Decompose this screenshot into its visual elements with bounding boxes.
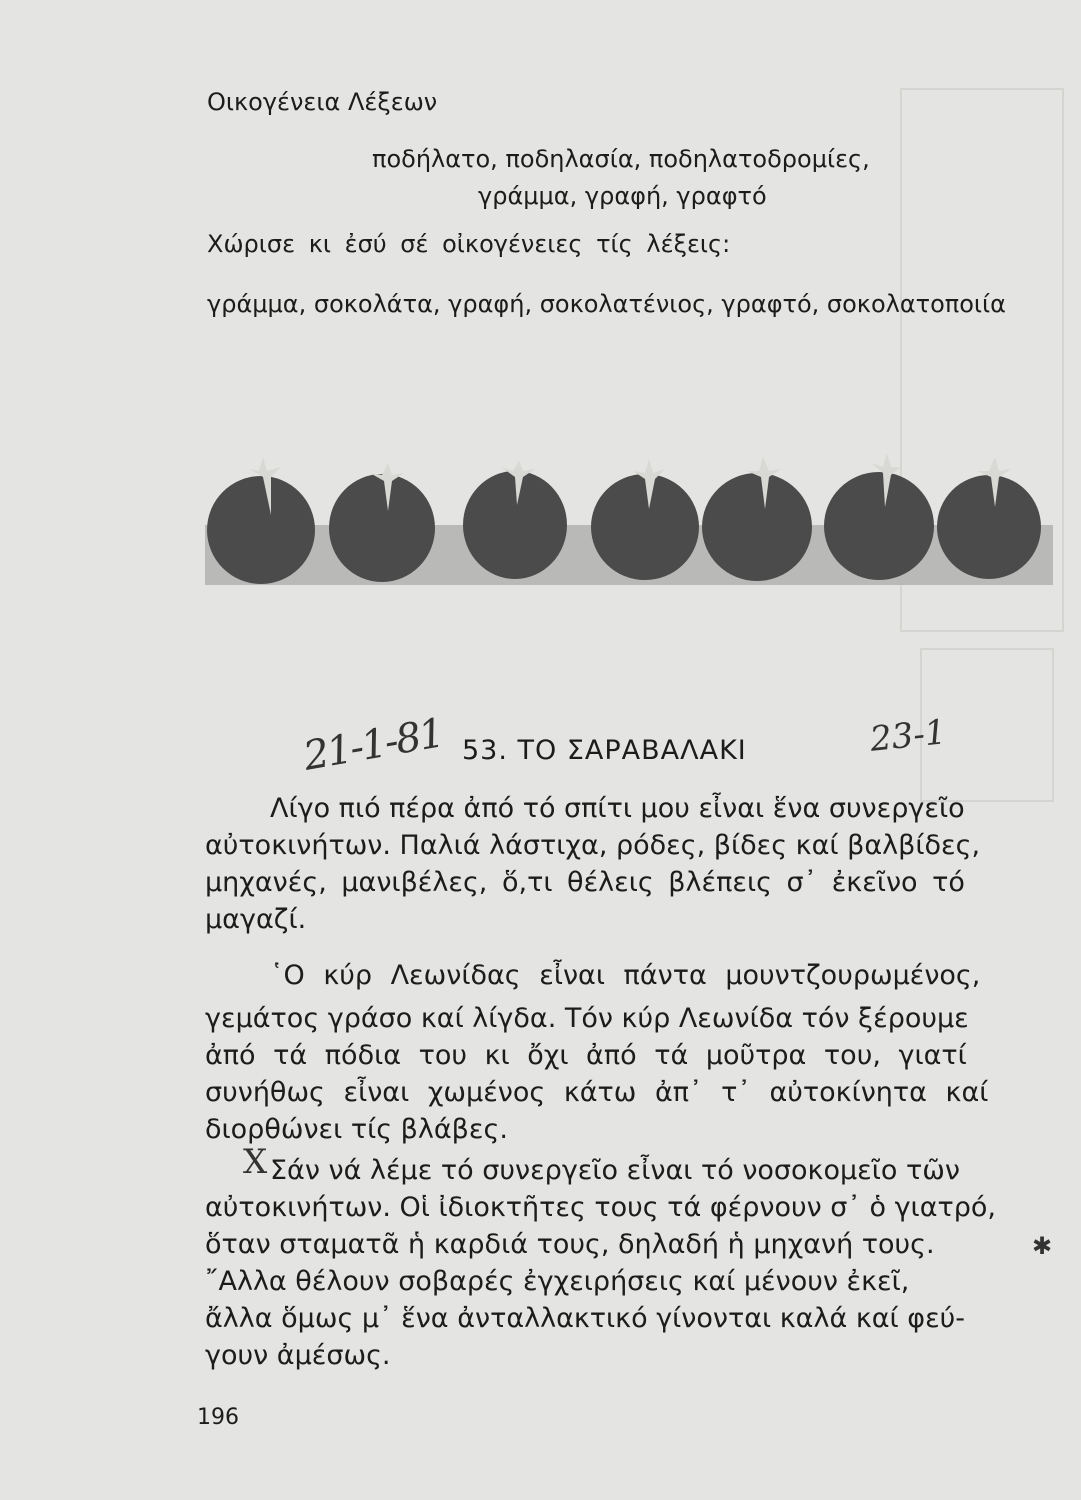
page-number: 196 (197, 1405, 239, 1430)
family-example-line-2: γράμμα, γραφή, γραφτό (478, 182, 767, 210)
body-line: Λίγο πιό πέρα ἀπό τό σπίτι μου εἶναι ἕνα συνεργεῖο (270, 793, 965, 824)
handwritten-x-mark: X (243, 1142, 268, 1182)
handwritten-date-right: 23-1 (868, 712, 949, 760)
body-line: αὐτοκινήτων. Παλιά λάστιχα, ρόδες, βίδες καί βαλβίδες, (205, 830, 981, 861)
body-line: Σάν νά λέμε τό συνεργεῖο εἶναι τό νοσοκομεῖο τῶν (270, 1155, 960, 1186)
tomato-row-illustration (205, 455, 1053, 595)
body-line: ῾Ο κύρ Λεωνίδας εἶναι πάντα μουντζουρωμένος, (270, 960, 981, 991)
body-line: ῎Αλλα θέλουν σοβαρές ἐγχειρήσεις καί μένουν ἐκεῖ, (205, 1266, 910, 1297)
body-line: συνήθως εἶναι χωμένος κάτω ἀπ᾿ τ᾿ αὐτοκίνητα καί (205, 1077, 989, 1108)
body-line: ἄλλα ὅμως μ᾿ ἕνα ἀνταλλακτικό γίνονται καλά καί φεύ- (205, 1303, 966, 1334)
handwritten-asterisk-icon: ✱ (1032, 1232, 1053, 1260)
body-line: αὐτοκινήτων. Οἱ ἰδιοκτῆτες τους τά φέρνουν σ᾿ ὁ γιατρό, (205, 1192, 996, 1223)
exercise-instruction: Χώρισε κι ἐσύ σέ οἰκογένειες τίς λέξεις: (207, 230, 731, 258)
bleed-through-shadow (880, 88, 1070, 1288)
body-line: γουν ἀμέσως. (205, 1340, 391, 1371)
body-line: μηχανές, μανιβέλες, ὅ,τι θέλεις βλέπεις σ᾿ ἐκεῖνο τό (205, 867, 965, 898)
family-section-title: Οικογένεια Λέξεων (207, 88, 438, 116)
body-line: ὅταν σταματᾶ ἡ καρδιά τους, δηλαδή ἡ μηχανή τους. (205, 1229, 935, 1260)
body-line: γεμάτος γράσο καί λίγδα. Τόν κύρ Λεωνίδα τόν ξέρουμε (205, 1003, 969, 1034)
body-line: ἀπό τά πόδια του κι ὄχι ἀπό τά μοῦτρα του, γιατί (205, 1040, 967, 1071)
exercise-word-list: γράμμα, σοκολάτα, γραφή, σοκολατένιος, γραφτό, σοκολατοποιία (207, 290, 1006, 318)
body-line: διορθώνει τίς βλάβες. (205, 1114, 508, 1145)
chapter-title: 53. ΤΟ ΣΑΡΑΒΑΛΑΚΙ (462, 735, 747, 766)
body-line: μαγαζί. (205, 904, 307, 935)
family-example-line-1: ποδήλατο, ποδηλασία, ποδηλατοδρομίες, (372, 145, 870, 173)
handwritten-date-left: 21-1-81 (300, 710, 447, 780)
